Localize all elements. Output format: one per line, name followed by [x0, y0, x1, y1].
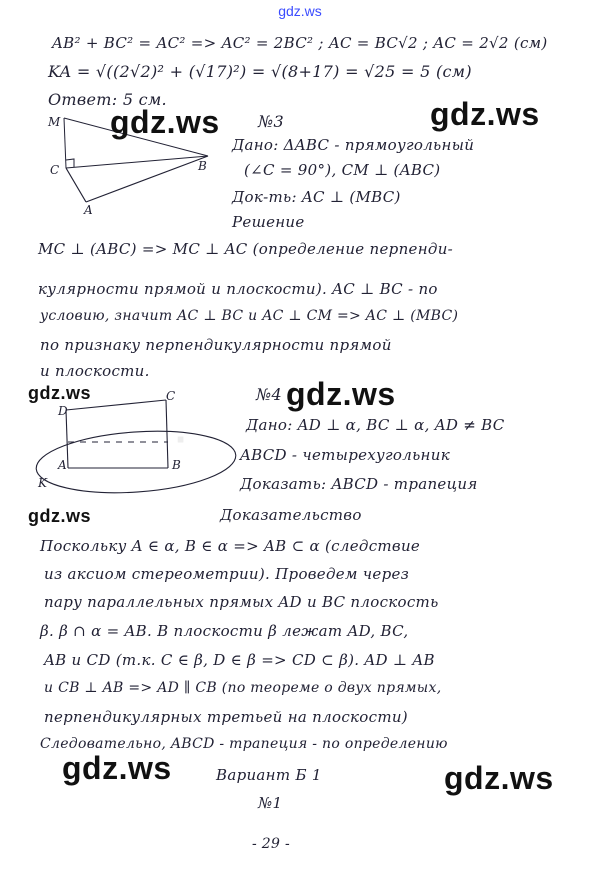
problem-4-text-5: AB и CD (т.к. C ∈ β, D ∈ β => CD ⊂ β). AD ⊥ AB [44, 651, 435, 669]
watermark-6: gdz.ws [62, 750, 172, 786]
point-label-d: D [58, 404, 68, 418]
problem-4-given-2: ABCD - четырехугольник [240, 446, 450, 464]
problem-4-given-1: Дано: AD ⊥ α, BC ⊥ α, AD ≠ BC [246, 416, 505, 434]
background-smudge: · [175, 418, 192, 462]
problem-4-text-3: пару параллельных прямых AD и BC плоскость [44, 593, 439, 611]
problem-3-given-2: (∠C = 90°), CM ⊥ (ABC) [244, 161, 441, 179]
point-label-c2: C [166, 389, 176, 403]
problem-3-text-3: условию, значит AC ⊥ BC и AC ⊥ CM => AC ⊥ (MBC) [40, 308, 459, 324]
watermark-5: gdz.ws [28, 506, 92, 526]
point-label-a: A [84, 203, 93, 217]
watermark-3: gdz.ws [28, 383, 92, 403]
problem-4-text-2: из аксиом стереометрии). Проведем через [44, 565, 410, 583]
problem-4-text-6: и CB ⊥ AB => AD ∥ CB (по теореме о двух прямых, [44, 680, 442, 696]
problem-3-number: №3 [258, 112, 284, 131]
problem-4-text-8: Следовательно, ABCD - трапеция - по определению [40, 736, 448, 752]
answer-line: Ответ: 5 см. [48, 90, 167, 109]
top-watermark: gdz.ws [278, 3, 322, 19]
point-label-b2: B [172, 458, 181, 472]
watermark-7: gdz.ws [444, 760, 554, 796]
variant-problem-1: №1 [258, 794, 283, 812]
problem-3-prove: Док-ть: AC ⊥ (MBC) [232, 188, 401, 206]
variant-heading: Вариант Б 1 [216, 766, 322, 784]
problem-3-given-1: Дано: ΔABC - прямоугольный [232, 136, 475, 154]
point-label-b: B [198, 159, 207, 173]
problem-4-number: №4 [256, 385, 282, 404]
watermark-2: gdz.ws [430, 96, 540, 132]
point-label-m: M [48, 115, 61, 129]
problem-3-text-2: кулярности прямой и плоскости). AC ⊥ BC - по [38, 280, 438, 298]
problem-4-text-7: перпендикулярных третьей на плоскости) [44, 708, 408, 726]
problem-3-text-1: MC ⊥ (ABC) => MC ⊥ AC (определение перпенди- [38, 240, 454, 258]
point-label-a2: A [58, 458, 67, 472]
equation-line-2: KA = √((2√2)² + (√17)²) = √(8+17) = √25 = 5 (см) [48, 62, 472, 81]
equation-line-1: AB² + BC² = AC² => AC² = 2BC² ; AC = BC√2 ; AC = 2√2 (см) [52, 34, 548, 52]
point-label-c: C [50, 163, 60, 177]
problem-4-proof-heading: Доказательство [220, 506, 362, 524]
problem-4-prove: Доказать: ABCD - трапеция [240, 475, 478, 493]
problem-3-solution-heading: Решение [232, 213, 305, 231]
page-number: - 29 - [252, 836, 290, 852]
problem-4-text-1: Поскольку A ∈ α, B ∈ α => AB ⊂ α (следствие [40, 537, 421, 555]
watermark-4: gdz.ws [286, 376, 396, 412]
problem-3-text-4: по признаку перпендикулярности прямой [40, 336, 392, 354]
plane-label-k: K [38, 476, 47, 490]
watermark-1: gdz.ws [110, 104, 220, 140]
problem-3-text-5: и плоскости. [40, 362, 150, 380]
problem-4-text-4: β. β ∩ α = AB. В плоскости β лежат AD, BC, [40, 622, 409, 640]
